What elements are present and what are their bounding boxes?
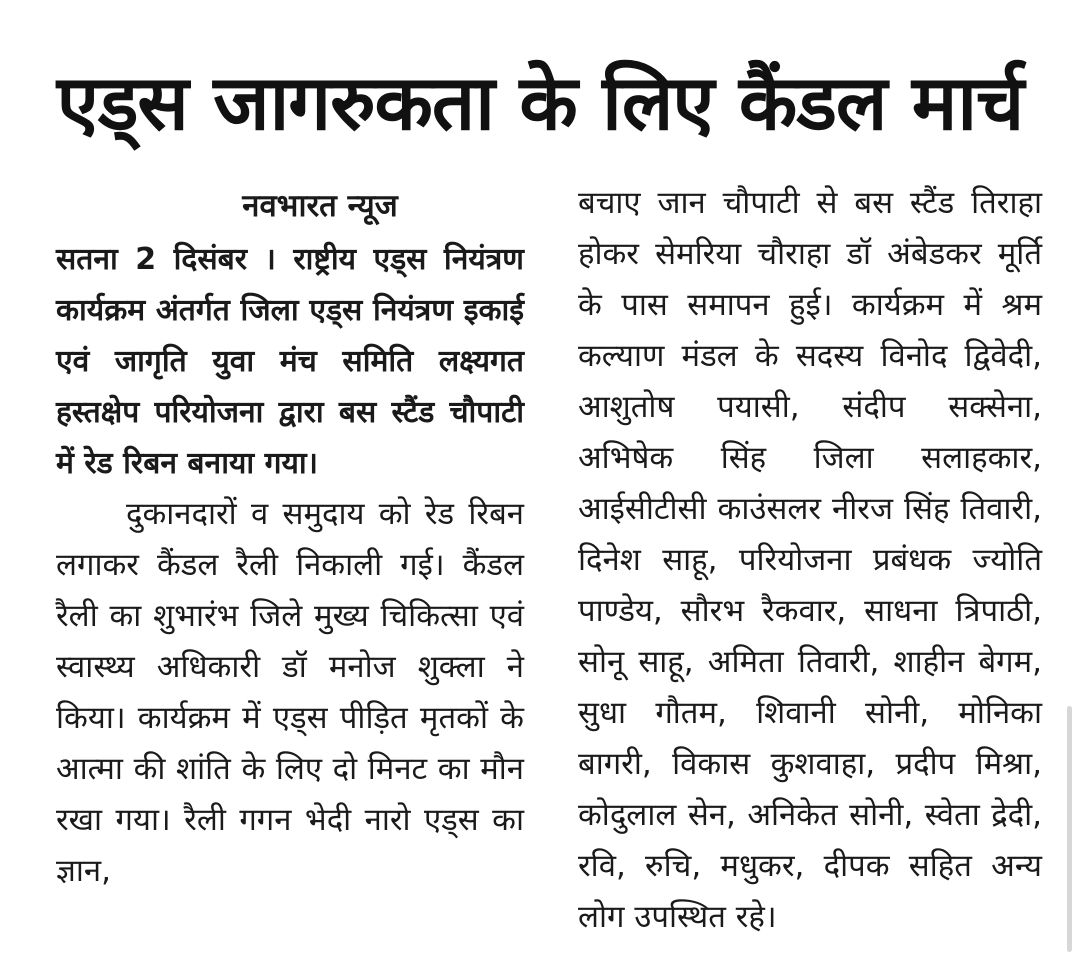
headline: एड्स जागरुकता के लिए कैंडल मार्च — [56, 58, 1024, 147]
article-column-right — [578, 178, 1042, 943]
byline: नवभारत न्यूज — [242, 188, 398, 224]
body-paragraph-2: बचाए जान चौपाटी से बस स्टैंड तिराहा होकर सेमरिया चौराहा डॉ अंबेडकर मूर्ति के पास समापन हुई। कार्यक्रम में श्रम कल्याण मंडल के सदस्य विनोद द्विवेदी, आशुतोष पयासी, संदीप सक्सेना, अभिषेक सिंह जिला सलाहकार, आईसीटीसी काउंसलर नीरज सिंह तिवारी, दिनेश साहू, परियोजना प्रबंधक ज्योति पाण्डेय, सौरभ रैकवार, साधना त्रिपाठी, सोनू साहू, अमिता तिवारी, शाहीन बेगम, सुधा गौतम, शिवानी सोनी, मोनिका बागरी, विकास कुशवाहा, प्रदीप मिश्रा, कोदुलाल सेन, अनिकेत सोनी, स्वेता द्रेदी, रवि, रुचि, मधुकर, दीपक सहित अन्य लोग उपस्थित रहे। — [578, 185, 1042, 935]
lead-paragraph: सतना 2 दिसंबर । राष्ट्रीय एड्स नियंत्रण कार्यक्रम अंतर्गत जिला एड्स नियंत्रण इकाई एवं जागृति युवा मंच समिति लक्ष्यगत हस्तक्षेप परियोजना द्वारा बस स्टैंड चौपाटी में रेड रिबन बनाया गया। — [56, 242, 524, 481]
scrollbar[interactable] — [1067, 706, 1072, 952]
article-column-left — [56, 178, 524, 897]
body-paragraph-1: दुकानदारों व समुदाय को रेड रिबन लगाकर कैंडल रैली निकाली गई। कैंडल रैली का शुभारंभ जिले मुख्य चिकित्सा एवं स्वास्थ्य अधिकारी डॉ मनोज शुक्ला ने किया। कार्यक्रम में एड्स पीड़ित मृतकों के आत्मा की शांति के लिए दो मिनट का मौन रखा गया। रैली गगन भेदी नारो एड्स का ज्ञान, — [56, 496, 524, 889]
